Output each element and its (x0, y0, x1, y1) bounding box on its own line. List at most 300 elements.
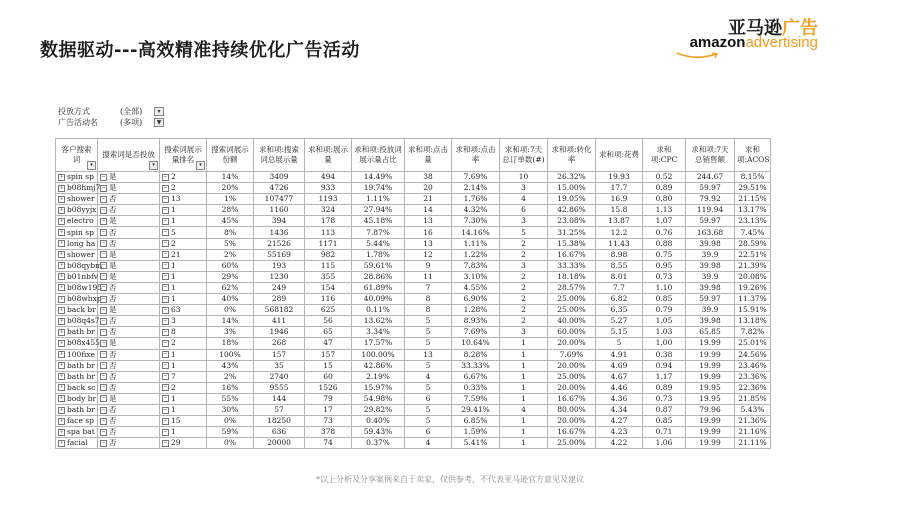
table-cell: 8 (405, 305, 452, 316)
table-cell: 21.39% (735, 260, 771, 271)
expand-toggle-icon[interactable]: + (59, 328, 64, 335)
table-cell: 56 (305, 316, 352, 327)
table-cell: 378 (305, 427, 352, 438)
table-cell: 14% (207, 316, 254, 327)
table-cell: 1 (500, 382, 548, 393)
table-cell: 79.96 (686, 404, 735, 415)
expand-toggle-icon[interactable]: + (59, 206, 64, 213)
table-cell: − 否 (98, 438, 160, 449)
amazon-advertising-logo (668, 14, 818, 60)
table-cell: 21 (405, 194, 452, 205)
table-cell: 1.11% (452, 238, 500, 249)
table-cell: 3 (500, 216, 548, 227)
table-cell: 6 (405, 427, 452, 438)
table-cell: 39.98 (686, 316, 735, 327)
table-cell: 4.67 (596, 371, 643, 382)
expand-toggle-icon[interactable]: + (59, 173, 64, 180)
table-cell: − 1 (160, 271, 207, 282)
table-cell: 33.33% (548, 260, 596, 271)
table-cell: − 否 (98, 238, 160, 249)
table-cell: 19.99 (686, 416, 735, 427)
table-cell: 23.13% (735, 216, 771, 227)
expand-toggle-icon[interactable]: − (101, 284, 106, 291)
table-cell: 5 (500, 227, 548, 238)
table-cell: 7.69% (452, 327, 500, 338)
expand-toggle-icon[interactable]: − (101, 317, 106, 324)
table-cell: 19.99 (686, 360, 735, 371)
expand-toggle-icon[interactable]: + (59, 273, 64, 280)
table-cell: 933 (305, 183, 352, 194)
table-cell: 5.43% (735, 404, 771, 415)
table-cell: 40.00% (548, 316, 596, 327)
table-cell: 19.93 (596, 172, 643, 183)
table-cell: 42.86% (352, 360, 405, 371)
expand-toggle-icon[interactable]: + (59, 406, 64, 413)
expand-toggle-icon[interactable]: − (163, 317, 168, 324)
table-cell: 15.00% (548, 183, 596, 194)
table-cell: + back sc (56, 382, 98, 393)
table-cell: + bath br (56, 371, 98, 382)
table-cell: 0.85 (643, 416, 686, 427)
table-cell: 1.17 (643, 371, 686, 382)
table-cell: 14.49% (352, 172, 405, 183)
table-cell: 4.22 (596, 438, 643, 449)
table-cell: 5.44% (352, 238, 405, 249)
table-cell: 25.00% (548, 438, 596, 449)
pivot-filters (58, 106, 164, 128)
filter-row-placement (58, 106, 164, 117)
expand-toggle-icon[interactable]: + (59, 439, 64, 446)
table-cell: 23.08% (548, 216, 596, 227)
table-cell: 19.26% (735, 282, 771, 293)
table-cell: 4 (405, 371, 452, 382)
expand-toggle-icon[interactable]: + (59, 417, 64, 424)
column-filter-icon[interactable]: ▾ (149, 161, 158, 170)
table-cell: 21.15% (735, 194, 771, 205)
table-cell: 0.95 (643, 260, 686, 271)
expand-toggle-icon[interactable]: − (101, 251, 106, 258)
expand-toggle-icon[interactable]: − (163, 439, 168, 446)
table-cell: − 1 (160, 216, 207, 227)
expand-toggle-icon[interactable]: − (101, 273, 106, 280)
expand-toggle-icon[interactable]: − (101, 240, 106, 247)
table-cell: 16.67% (548, 427, 596, 438)
table-cell: 25.01% (735, 338, 771, 349)
expand-toggle-icon[interactable]: + (59, 428, 64, 435)
expand-toggle-icon[interactable]: − (101, 229, 106, 236)
table-cell: 10 (500, 172, 548, 183)
table-row (56, 382, 771, 393)
table-cell: 17.57% (352, 338, 405, 349)
table-cell: 6.35 (596, 305, 643, 316)
table-cell: 3.10% (452, 271, 500, 282)
table-cell: + b08qybm (56, 260, 98, 271)
table-cell: 20% (207, 183, 254, 194)
table-row (56, 238, 771, 249)
table-row (56, 316, 771, 327)
table-cell: − 否 (98, 349, 160, 360)
expand-toggle-icon[interactable]: + (59, 306, 64, 313)
expand-toggle-icon[interactable]: − (163, 251, 168, 258)
table-cell: 40.09% (352, 294, 405, 305)
table-cell: − 是 (98, 393, 160, 404)
expand-toggle-icon[interactable]: − (101, 439, 106, 446)
expand-toggle-icon[interactable]: − (101, 351, 106, 358)
table-cell: 119.94 (686, 205, 735, 216)
table-cell: 74 (305, 438, 352, 449)
table-cell: + long ha (56, 238, 98, 249)
expand-toggle-icon[interactable]: + (59, 339, 64, 346)
table-cell: 59% (207, 427, 254, 438)
expand-toggle-icon[interactable]: − (163, 229, 168, 236)
table-cell: 4 (500, 194, 548, 205)
expand-toggle-icon[interactable]: + (59, 184, 64, 191)
expand-toggle-icon[interactable]: + (59, 217, 64, 224)
table-cell: 178 (305, 216, 352, 227)
dropdown-arrow-icon[interactable]: ▾ (154, 107, 164, 116)
table-cell: 39.9 (686, 305, 735, 316)
expand-toggle-icon[interactable]: − (101, 295, 106, 302)
table-cell: 15.97% (352, 382, 405, 393)
expand-toggle-icon[interactable]: − (101, 417, 106, 424)
table-cell: 1193 (305, 194, 352, 205)
expand-toggle-icon[interactable]: − (163, 395, 168, 402)
expand-toggle-icon[interactable]: − (101, 195, 106, 202)
expand-toggle-icon[interactable]: − (163, 384, 168, 391)
table-cell: 25.00% (548, 294, 596, 305)
table-cell: 636 (254, 427, 305, 438)
table-cell: 39.98 (686, 260, 735, 271)
table-cell: − 是 (98, 172, 160, 183)
table-cell: 4.23 (596, 427, 643, 438)
column-filter-icon[interactable]: ▾ (196, 161, 205, 170)
table-row (56, 427, 771, 438)
table-cell: 982 (305, 249, 352, 260)
expand-toggle-icon[interactable]: − (101, 428, 106, 435)
table-cell: 4.32% (452, 205, 500, 216)
table-cell: 3.34% (352, 327, 405, 338)
column-header: 求和项:ACOS (735, 139, 771, 172)
table-cell: + facial (56, 438, 98, 449)
table-row (56, 216, 771, 227)
table-cell: − 29 (160, 438, 207, 449)
table-cell: − 否 (98, 416, 160, 427)
expand-toggle-icon[interactable]: + (59, 373, 64, 380)
expand-toggle-icon[interactable]: + (59, 384, 64, 391)
table-cell: 3 (500, 260, 548, 271)
table-cell: 14% (207, 172, 254, 183)
table-cell: 19.74% (352, 183, 405, 194)
table-cell: − 1 (160, 294, 207, 305)
expand-toggle-icon[interactable]: − (101, 339, 106, 346)
table-cell: − 63 (160, 305, 207, 316)
table-cell: 0.75 (643, 249, 686, 260)
table-cell: 43% (207, 360, 254, 371)
expand-toggle-icon[interactable]: − (163, 206, 168, 213)
table-cell: 6.85% (452, 416, 500, 427)
expand-toggle-icon[interactable]: − (101, 206, 106, 213)
expand-toggle-icon[interactable]: − (163, 217, 168, 224)
table-cell: 25.00% (548, 371, 596, 382)
expand-toggle-icon[interactable]: − (101, 362, 106, 369)
column-header: 求和项:投放词展示量占比 (352, 139, 405, 172)
table-cell: 18.18% (548, 271, 596, 282)
table-cell: 7.83% (452, 260, 500, 271)
table-cell: 7.30% (452, 216, 500, 227)
table-cell: 6 (500, 205, 548, 216)
table-row (56, 194, 771, 205)
table-cell: 0.38 (643, 349, 686, 360)
table-cell: 4 (405, 438, 452, 449)
table-cell: 23.36% (735, 371, 771, 382)
table-row (56, 282, 771, 293)
expand-toggle-icon[interactable]: + (59, 351, 64, 358)
table-cell: 8.15% (735, 172, 771, 183)
table-cell: 54.98% (352, 393, 405, 404)
expand-toggle-icon[interactable]: + (59, 395, 64, 402)
expand-toggle-icon[interactable]: − (163, 362, 168, 369)
expand-toggle-icon[interactable]: − (101, 395, 106, 402)
table-cell: 15.91% (735, 305, 771, 316)
table-cell: 268 (254, 338, 305, 349)
table-cell: 79 (305, 393, 352, 404)
expand-toggle-icon[interactable]: − (163, 240, 168, 247)
table-cell: 12 (405, 249, 452, 260)
expand-toggle-icon[interactable]: − (163, 428, 168, 435)
table-cell: 5% (207, 238, 254, 249)
table-cell: 1.06 (643, 438, 686, 449)
table-cell: 0.71 (643, 427, 686, 438)
table-cell: + b01nbfv (56, 271, 98, 282)
expand-toggle-icon[interactable]: + (59, 195, 64, 202)
table-cell: 45% (207, 216, 254, 227)
expand-toggle-icon[interactable]: − (163, 295, 168, 302)
expand-toggle-icon[interactable]: − (163, 173, 168, 180)
expand-toggle-icon[interactable]: + (59, 229, 64, 236)
table-cell: 28.86% (352, 271, 405, 282)
table-cell: 0.89 (643, 183, 686, 194)
filter-value: (多项) (120, 118, 143, 127)
expand-toggle-icon[interactable]: − (163, 373, 168, 380)
table-cell: 0.89 (643, 382, 686, 393)
column-header: 客户搜索词 ▾ (56, 139, 98, 172)
table-cell: 3 (500, 327, 548, 338)
expand-toggle-icon[interactable]: − (163, 195, 168, 202)
table-cell: 10.64% (452, 338, 500, 349)
table-cell: 157 (305, 349, 352, 360)
expand-toggle-icon[interactable]: − (101, 373, 106, 380)
footer-note: *以上分析及分享案例来自于卖家，仅供参考，不代表亚马逊官方意见及建议 (316, 475, 584, 484)
table-cell: − 否 (98, 316, 160, 327)
expand-toggle-icon[interactable]: + (59, 362, 64, 369)
table-cell: 18% (207, 338, 254, 349)
expand-toggle-icon[interactable]: + (59, 240, 64, 247)
table-cell: 0.80 (643, 194, 686, 205)
table-cell: 5 (405, 316, 452, 327)
column-header: 求和项:7天总销售额 (686, 139, 735, 172)
table-cell: + b08hmj7 (56, 183, 98, 194)
table-cell: 4726 (254, 183, 305, 194)
table-cell: 16% (207, 382, 254, 393)
table-cell: 5 (405, 338, 452, 349)
table-cell: 1 (500, 360, 548, 371)
table-cell: 5 (405, 416, 452, 427)
column-header: 求和项:展示量 (305, 139, 352, 172)
expand-toggle-icon[interactable]: + (59, 295, 64, 302)
table-cell: + electro (56, 216, 98, 227)
table-cell: 65 (305, 327, 352, 338)
table-cell: 39.98 (686, 238, 735, 249)
table-cell: 5 (405, 382, 452, 393)
expand-toggle-icon[interactable]: − (163, 328, 168, 335)
expand-toggle-icon[interactable]: − (101, 328, 106, 335)
table-cell: + b08w195 (56, 282, 98, 293)
table-row (56, 438, 771, 449)
table-cell: 20.00% (548, 382, 596, 393)
expand-toggle-icon[interactable]: − (101, 306, 106, 313)
filter-label: 广告活动名 (58, 118, 98, 127)
expand-toggle-icon[interactable]: + (59, 284, 64, 291)
table-cell: 5 (405, 360, 452, 371)
column-header: 求和项:搜索词总展示量 (254, 139, 305, 172)
table-cell: − 否 (98, 282, 160, 293)
table-cell: 25.00% (548, 305, 596, 316)
table-cell: 1.76% (452, 194, 500, 205)
expand-toggle-icon[interactable]: − (101, 262, 106, 269)
table-cell: 1 (500, 393, 548, 404)
table-cell: 39.9 (686, 249, 735, 260)
column-filter-icon[interactable]: ▾ (87, 161, 96, 170)
logo-english-text: amazonadvertising (689, 34, 818, 51)
expand-toggle-icon[interactable]: − (101, 384, 106, 391)
table-row (56, 393, 771, 404)
expand-toggle-icon[interactable]: − (163, 406, 168, 413)
table-row (56, 305, 771, 316)
table-cell: − 21 (160, 249, 207, 260)
table-cell: − 是 (98, 305, 160, 316)
table-cell: 40% (207, 294, 254, 305)
table-cell: 7.45% (735, 227, 771, 238)
table-cell: 47 (305, 338, 352, 349)
table-cell: 29.41% (452, 404, 500, 415)
filter-funnel-icon[interactable]: ▼ (154, 118, 164, 127)
table-cell: 1.13 (643, 205, 686, 216)
table-cell: 0.76 (643, 227, 686, 238)
table-cell: + face sp (56, 416, 98, 427)
table-cell: 1.28% (452, 305, 500, 316)
table-cell: 2% (207, 249, 254, 260)
expand-toggle-icon[interactable]: − (101, 173, 106, 180)
table-cell: 7.59% (452, 393, 500, 404)
table-cell: 30% (207, 404, 254, 415)
table-cell: 19.95 (686, 382, 735, 393)
expand-toggle-icon[interactable]: − (163, 284, 168, 291)
table-cell: + b08yyjx (56, 205, 98, 216)
table-cell: 39.98 (686, 282, 735, 293)
table-cell: 13.18% (735, 316, 771, 327)
table-cell: 3 (500, 183, 548, 194)
expand-toggle-icon[interactable]: − (163, 262, 168, 269)
table-cell: 0.87 (643, 404, 686, 415)
table-cell: 21.85% (735, 393, 771, 404)
table-cell: + bath br (56, 360, 98, 371)
table-cell: 144 (254, 393, 305, 404)
expand-toggle-icon[interactable]: − (163, 273, 168, 280)
expand-toggle-icon[interactable]: − (163, 417, 168, 424)
table-cell: 2 (500, 305, 548, 316)
table-cell: 0.37% (352, 438, 405, 449)
table-cell: − 1 (160, 260, 207, 271)
table-cell: + b08q4s7 (56, 316, 98, 327)
table-body (56, 172, 771, 449)
table-cell: 13 (405, 349, 452, 360)
table-cell: + body br (56, 393, 98, 404)
table-cell: 7.7 (596, 282, 643, 293)
table-cell: 1 (500, 338, 548, 349)
table-cell: 18250 (254, 416, 305, 427)
expand-toggle-icon[interactable]: − (101, 406, 106, 413)
expand-toggle-icon[interactable]: + (59, 251, 64, 258)
table-row (56, 294, 771, 305)
table-cell: 8.55 (596, 260, 643, 271)
table-cell: 13 (405, 216, 452, 227)
table-cell: − 1 (160, 360, 207, 371)
expand-toggle-icon[interactable]: − (163, 351, 168, 358)
table-cell: 59.43% (352, 427, 405, 438)
table-cell: 154 (305, 282, 352, 293)
table-cell: 2.14% (452, 183, 500, 194)
table-cell: 20.00% (548, 338, 596, 349)
table-cell: − 是 (98, 271, 160, 282)
expand-toggle-icon[interactable]: − (101, 217, 106, 224)
table-cell: 0% (207, 416, 254, 427)
table-cell: 2.19% (352, 371, 405, 382)
table-cell: 0.40% (352, 416, 405, 427)
table-cell: − 1 (160, 404, 207, 415)
table-cell: 35 (254, 360, 305, 371)
table-cell: 8.01 (596, 271, 643, 282)
expand-toggle-icon[interactable]: − (163, 339, 168, 346)
table-cell: 15.38% (548, 238, 596, 249)
expand-toggle-icon[interactable]: + (59, 262, 64, 269)
table-cell: 19.99 (686, 349, 735, 360)
table-cell: − 否 (98, 371, 160, 382)
expand-toggle-icon[interactable]: − (163, 306, 168, 313)
table-cell: 4.36 (596, 393, 643, 404)
table-cell: 1.05 (643, 316, 686, 327)
table-cell: 55% (207, 393, 254, 404)
table-row (56, 227, 771, 238)
table-cell: − 8 (160, 327, 207, 338)
table-cell: 2740 (254, 371, 305, 382)
table-cell: 20000 (254, 438, 305, 449)
table-cell: 8% (207, 227, 254, 238)
table-cell: 19.99 (686, 371, 735, 382)
table-cell: 394 (254, 216, 305, 227)
expand-toggle-icon[interactable]: − (101, 184, 106, 191)
table-cell: 2% (207, 371, 254, 382)
expand-toggle-icon[interactable]: − (163, 184, 168, 191)
table-cell: 5 (405, 327, 452, 338)
column-header: 求和项:花费 (596, 139, 643, 172)
table-cell: − 是 (98, 338, 160, 349)
table-cell: 23.46% (735, 360, 771, 371)
table-cell: − 1 (160, 427, 207, 438)
table-cell: − 15 (160, 416, 207, 427)
table-cell: 21.36% (735, 416, 771, 427)
expand-toggle-icon[interactable]: + (59, 317, 64, 324)
table-cell: 289 (254, 294, 305, 305)
